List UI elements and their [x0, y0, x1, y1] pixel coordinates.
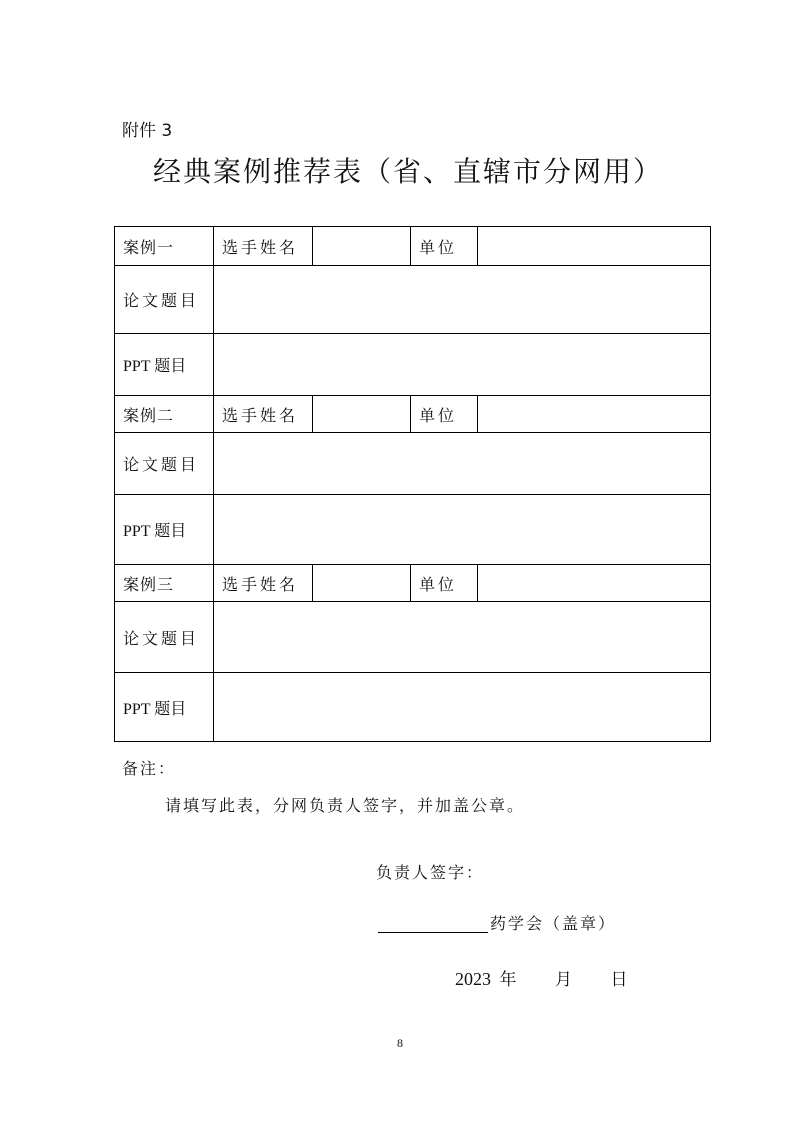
- case-3-ppt-label: PPT 题目: [115, 673, 214, 742]
- case-3-paper-label: 论文题目: [115, 602, 214, 673]
- date-year-suffix: 年: [499, 970, 517, 990]
- case-2-paper-field[interactable]: [214, 433, 711, 495]
- case-2-label: 案例二: [115, 396, 214, 433]
- case-3-unit-label: 单位: [411, 565, 478, 602]
- recommendation-form: [114, 226, 711, 742]
- case-2-name-field[interactable]: [313, 396, 411, 433]
- case-3-name-label: 选手姓名: [214, 565, 313, 602]
- date-line: [455, 965, 628, 990]
- page-number: 8: [397, 1036, 403, 1050]
- case-3-label: 案例三: [115, 565, 214, 602]
- case-2-unit-label: 单位: [411, 396, 478, 433]
- attachment-label: 附件 3: [122, 121, 173, 141]
- notes-heading: 备注：: [122, 759, 177, 778]
- case-3-ppt-row: [115, 673, 711, 742]
- case-3-unit-field[interactable]: [478, 565, 711, 602]
- case-2-ppt-row: [115, 495, 711, 565]
- case-2-paper-label: 论文题目: [115, 433, 214, 495]
- case-2-ppt-label: PPT 题目: [115, 495, 214, 565]
- case-2-name-label: 选手姓名: [214, 396, 313, 433]
- case-1-ppt-label: PPT 题目: [115, 334, 214, 396]
- date-year: 2023: [455, 969, 491, 989]
- case-1-ppt-field[interactable]: [214, 334, 711, 396]
- case-1-unit-label: 单位: [411, 227, 478, 266]
- case-3-paper-field[interactable]: [214, 602, 711, 673]
- case-2-paper-row: [115, 433, 711, 495]
- case-2-header-row: [115, 396, 711, 433]
- signature-label: 负责人签字：: [376, 863, 485, 882]
- case-1-unit-field[interactable]: [478, 227, 711, 266]
- case-1-paper-field[interactable]: [214, 266, 711, 334]
- seal-text: 药学会（盖章）: [490, 914, 617, 933]
- date-day-suffix: 日: [610, 970, 628, 990]
- page-title: 经典案例推荐表（省、直辖市分网用）: [152, 155, 663, 188]
- case-1-label: 案例一: [115, 227, 214, 266]
- case-1-paper-label: 论文题目: [115, 266, 214, 334]
- case-1-paper-row: [115, 266, 711, 334]
- case-3-paper-row: [115, 602, 711, 673]
- seal-underline: [378, 932, 488, 933]
- case-2-unit-field[interactable]: [478, 396, 711, 433]
- notes-body: 请填写此表，分网负责人签字，并加盖公章。: [165, 796, 526, 815]
- case-3-name-field[interactable]: [313, 565, 411, 602]
- case-3-ppt-field[interactable]: [214, 673, 711, 742]
- case-2-ppt-field[interactable]: [214, 495, 711, 565]
- date-month-suffix: 月: [555, 970, 572, 990]
- case-1-name-field[interactable]: [313, 227, 411, 266]
- case-3-header-row: [115, 565, 711, 602]
- case-1-name-label: 选手姓名: [214, 227, 313, 266]
- case-1-header-row: [115, 227, 711, 266]
- case-1-ppt-row: [115, 334, 711, 396]
